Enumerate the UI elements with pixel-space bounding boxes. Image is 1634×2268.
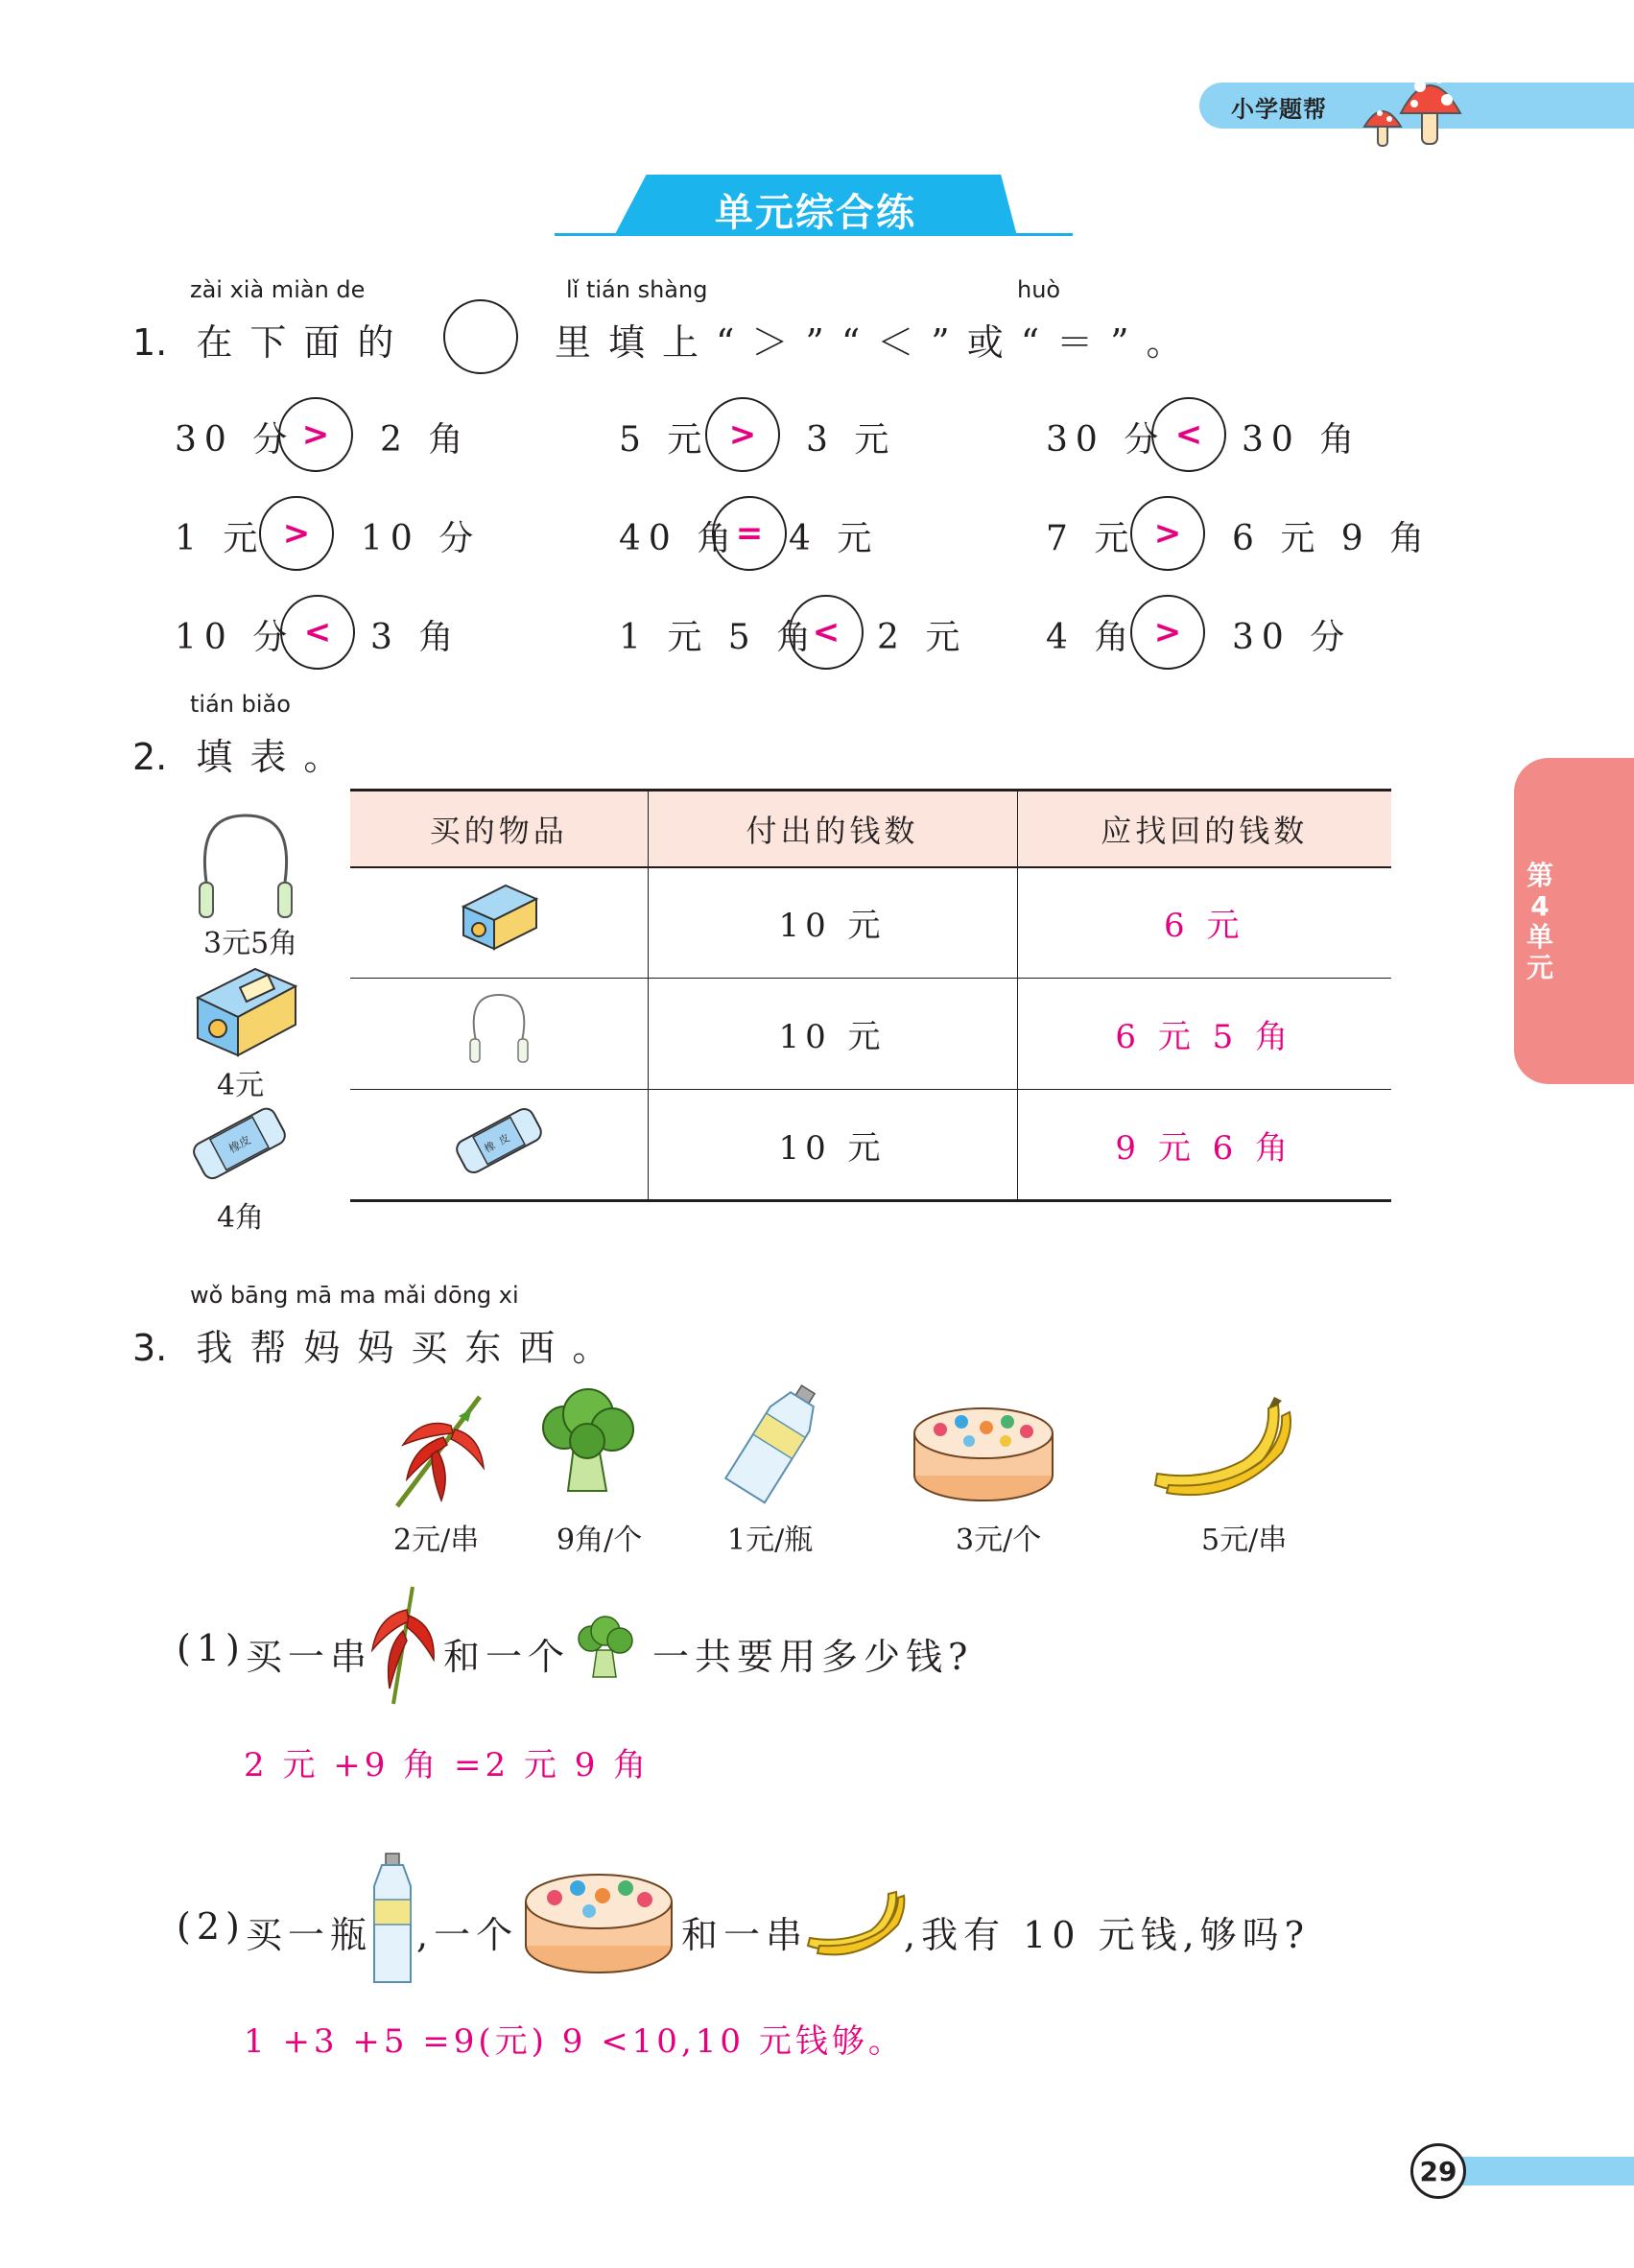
page-title: 单元综合练 <box>715 191 916 235</box>
q1-r3c2-left: 1 元 5 角 <box>619 618 819 657</box>
table-row <box>350 867 1391 979</box>
water-bottle-icon <box>712 1380 837 1504</box>
page-number-bar <box>1439 2157 1634 2185</box>
q1-blank-circle <box>443 299 518 374</box>
q1-r3c1-answer: < <box>280 595 355 670</box>
price-broccoli: 9角/个 <box>557 1524 643 1557</box>
q1-r1c1-left: 30 分 <box>175 420 296 460</box>
change-table <box>350 789 1391 1202</box>
q3-prompt: 3. 我帮妈妈买东西。 <box>132 1327 627 1369</box>
cell-change: 6 元 5 角 <box>1017 979 1391 1090</box>
q3-sub1-text-b: 和一个 <box>443 1636 571 1678</box>
q1-r1c1-answer: > <box>278 397 353 472</box>
q1-r1c2-right: 3 元 <box>806 420 897 460</box>
broccoli-icon <box>535 1383 641 1499</box>
jump-rope-icon <box>188 812 303 927</box>
svg-text:橡皮: 橡皮 <box>482 1128 517 1155</box>
q1-r2c3-left: 7 元 <box>1046 519 1137 558</box>
chili-icon <box>384 1387 489 1512</box>
price-cake: 3元/个 <box>956 1524 1042 1557</box>
pencil-sharpener-icon <box>456 880 542 957</box>
cell-item <box>350 1090 648 1201</box>
eraser-icon <box>451 1102 547 1179</box>
q1-r3c3-left: 4 角 <box>1046 618 1137 657</box>
cell-item <box>350 979 648 1090</box>
water-bottle-icon <box>368 1852 416 1986</box>
q1-pinyin-3: huò <box>1017 276 1061 303</box>
banana-icon <box>804 1884 910 1961</box>
item-price-eraser: 4角 <box>217 1201 265 1235</box>
q3-sub1-text-a: 买一串 <box>246 1636 373 1678</box>
table-row <box>350 979 1391 1090</box>
q1-r1c2-answer: > <box>705 397 780 472</box>
q2-pinyin: tián biǎo <box>190 691 291 718</box>
q3-sub1-answer: 2 元 +9 角 =2 元 9 角 <box>244 1746 651 1784</box>
price-banana: 5元/串 <box>1201 1524 1288 1557</box>
svg-text:橡皮: 橡皮 <box>226 1132 253 1156</box>
q1-r2c1-left: 1 元 <box>175 519 266 558</box>
q1-prompt-b: 里填上“＞”“＜”或“＝”。 <box>555 321 1200 364</box>
q1-r3c2-right: 2 元 <box>877 618 968 657</box>
eraser-icon <box>186 1099 292 1186</box>
q1-r1c3-left: 30 分 <box>1046 420 1167 460</box>
q3-sub2-answer: 1 +3 +5 =9(元) 9 <10,10 元钱够。 <box>244 2022 905 2061</box>
cell-paid: 10 元 <box>648 1090 1017 1201</box>
brand-name: 小学题帮 <box>1231 96 1327 123</box>
banana-icon <box>1148 1393 1301 1508</box>
q3-sub2-text-d: ,我有 10 元钱,够吗? <box>904 1914 1311 1956</box>
col-header-change: 应找回的钱数 <box>1017 791 1391 867</box>
q1-r3c1-left: 10 分 <box>175 618 296 657</box>
q3-sub2-text-b: ,一个 <box>416 1914 519 1956</box>
q3-pinyin: wǒ bāng mā ma mǎi dōng xi <box>190 1282 519 1309</box>
q1-r3c3-answer: > <box>1130 595 1205 670</box>
cell-change: 6 元 <box>1017 867 1391 979</box>
cake-icon <box>522 1869 675 1976</box>
cake-icon <box>912 1401 1055 1506</box>
q1-prompt: 1. 在下面的 <box>132 321 412 364</box>
cell-paid: 10 元 <box>648 979 1017 1090</box>
q1-pinyin-1: zài xià miàn de <box>190 276 366 303</box>
q3-sub1-text-c: 一共要用多少钱? <box>652 1636 974 1678</box>
cell-item <box>350 867 648 979</box>
cell-paid: 10 元 <box>648 867 1017 979</box>
q1-r2c3-answer: > <box>1130 496 1205 571</box>
col-header-paid: 付出的钱数 <box>648 791 1017 867</box>
page-number: 29 <box>1410 2143 1466 2199</box>
q1-r1c1-right: 2 角 <box>380 420 471 460</box>
q2-prompt: 2. 填表。 <box>132 736 358 778</box>
q1-r2c2-left: 40 角 <box>619 519 740 558</box>
q1-r3c3-right: 30 分 <box>1232 618 1353 657</box>
jump-rope-icon <box>461 991 537 1068</box>
broccoli-icon <box>574 1614 637 1681</box>
cell-change: 9 元 6 角 <box>1017 1090 1391 1201</box>
q3-sub2-text-a: 买一瓶 <box>246 1914 373 1956</box>
q3-sub1-label: (1) <box>177 1627 246 1669</box>
q1-r2c2-right: 4 元 <box>789 519 880 558</box>
q3-sub2-label: (2) <box>177 1905 246 1948</box>
q1-r1c3-right: 30 角 <box>1242 420 1362 460</box>
price-chili: 2元/串 <box>393 1524 480 1557</box>
col-header-item: 买的物品 <box>350 791 648 867</box>
q1-r2c3-right: 6 元 9 角 <box>1232 519 1433 558</box>
q1-pinyin-2: lǐ tián shàng <box>566 276 708 303</box>
q1-r1c3-answer: < <box>1151 397 1226 472</box>
chili-icon <box>365 1583 441 1708</box>
item-price-rope: 3元5角 <box>203 927 298 960</box>
price-water: 1元/瓶 <box>727 1524 814 1557</box>
table-row <box>350 1090 1391 1201</box>
pencil-sharpener-icon <box>188 959 303 1065</box>
q1-r1c2-left: 5 元 <box>619 420 710 460</box>
q1-r2c2-answer: = <box>712 496 787 571</box>
mushroom-icon <box>1353 58 1468 154</box>
q1-r2c1-right: 10 分 <box>361 519 482 558</box>
q1-r3c1-right: 3 角 <box>370 618 462 657</box>
item-price-sharpener: 4元 <box>217 1069 265 1102</box>
unit-side-label: 第 4 单 元 <box>1526 860 1553 983</box>
q1-r3c2-answer: < <box>789 595 864 670</box>
q1-r2c1-answer: > <box>259 496 334 571</box>
q3-sub2-text-c: 和一串 <box>681 1914 809 1956</box>
